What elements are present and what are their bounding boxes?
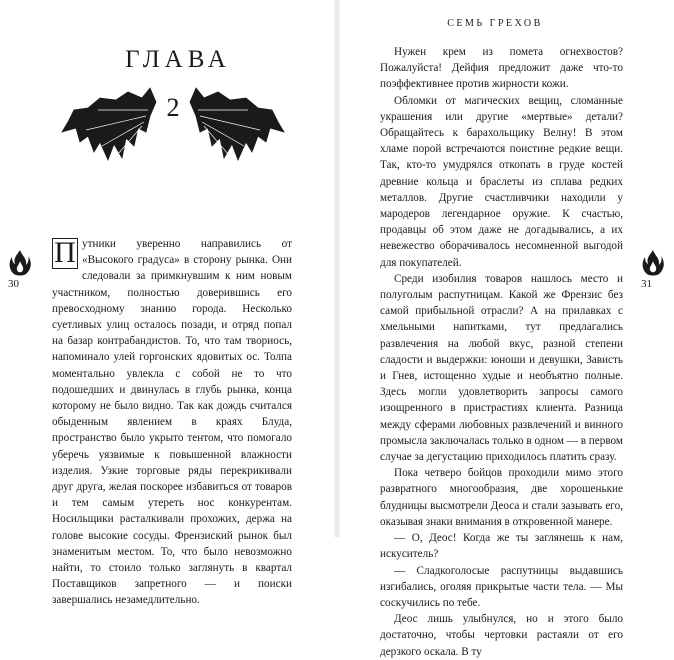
flame-icon bbox=[640, 249, 666, 277]
left-page bbox=[0, 0, 337, 607]
running-head: СЕМЬ ГРЕХОВ bbox=[447, 18, 543, 29]
flame-icon bbox=[7, 249, 33, 277]
paragraph: Обломки от магических вещиц, сломанные украшения или другие «мертвые» детали? Обращайтесь к барахольщику Велну! В этом хламе порой встречаются поистине редкие вещи. Так, кто-то умудрялся откопать в груде костей древние кольца и браслеты из сплава редких металлов. Другие счастливчики находили у мародеров легендарное оружие. К счастью, продавцы об этом даже не догадывались, а их невежество оборачивалось несомненной выгодой для покупателей. bbox=[380, 94, 623, 269]
paragraph: Среди изобилия товаров нашлось место и полуголым распутницам. Какой же Френзис без самой прибыльной отрасли? А на прилавках с хмельными напитками, тут предлагались развлечения на любой вкус, разной степени сладости и выдержки: юноши и девушки, Зависть и Гнев, истощенно худые и необъятно полные. Здесь могли удовлетворить запросы самого изощренного в пристрастиях клиента. Разница между сферами любовных развлечений и винного промысла заключалась только в одном — в первом случае за дегустацию приходилось платить сразу. bbox=[380, 272, 623, 464]
drop-cap-frame bbox=[52, 238, 78, 269]
chapter-title: ГЛАВА bbox=[125, 46, 231, 73]
right-body-text bbox=[380, 44, 623, 660]
page-number: 31 bbox=[641, 278, 652, 290]
page-number: 30 bbox=[8, 278, 19, 290]
paragraph: Нужен крем из помета огнехвостов? Пожалуйста! Дейфия предложит даже что-то поэффективнее против жирности кожи. bbox=[380, 46, 623, 91]
left-body-text bbox=[52, 236, 292, 609]
drop-cap: П bbox=[54, 236, 76, 269]
chapter-number: 2 bbox=[166, 93, 180, 122]
paragraph: — О, Деос! Когда же ты заглянешь к нам, искуситель? bbox=[380, 532, 623, 561]
paragraph: Деос лишь улыбнулся, но и этого было достаточно, чтобы чертовки растаяли от его дерзкого оскала. В ту bbox=[380, 613, 623, 658]
paragraph: — Сладкоголосые распутницы выдавшись изгибались, оголяя прикрытые части тела. — Мы соскучились по тебе. bbox=[380, 564, 623, 609]
paragraph: Пока четверо бойцов проходили мимо этого развратного многообразия, две хорошенькие блудницы высмотрели Деоса и стали зазывать его, оказывая знаки внимания в откровенной манере. bbox=[380, 467, 623, 528]
paragraph: утники уверенно направились от «Высокого градуса» в сторону рынка. Они следовали за примкнувшим к ним новым участником, полностью доверившись его превосходному знанию города. Несколько суетливых улиц осталось позади, и отряд попал на базар контрабандистов. То, что там твориось, напоминало улей горгонских ядовитых ос. Толпа моментально увлекла с собой не то что подошедших и двинулась в глубь рынка, конца которому не было видно. Так как дождь считался обыденным явлением в краях Блуда, пространство было укрыто тентом, что помогало уберечь уязвимые к повышенной влажности изделия. Узкие торговые ряды перекрикивали друг друга, желая поскорее избавиться от товаров и тем самым утереть нос конкурентам. Носильщики расталкивали прохожих, держа на голове высокие сосуды. Френзиский рынок был знаменитым местом. То, что было невозможно найти, то стоило только заглянуть в квартал Поставщиков запретного — и поиски завершались незамедлительно. bbox=[52, 238, 292, 607]
